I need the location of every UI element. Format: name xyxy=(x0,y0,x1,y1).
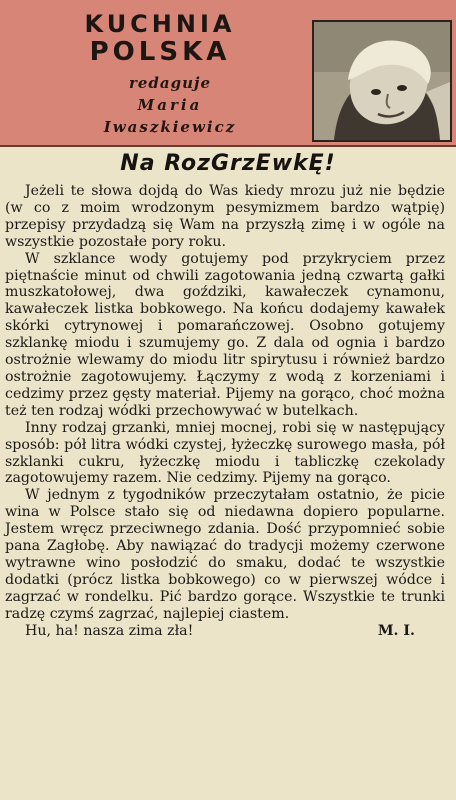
article-paragraph: Jeżeli te słowa dojdą do Was kiedy mrozu już nie będzie (w co z moim wrodzonym pesymizmem bardzo wątpię) przepisy przydadzą się Wam na przyszłą zimę i w ogóle na wszystkie pozostałe pory roku. xyxy=(5,183,445,250)
article-paragraph: W szklance wody gotujemy pod przykryciem przez piętnaście minut od chwili zagotowania jedną czwartą gałki muszkatołowej, dwa goździki, kawałeczek cynamonu, kawałeczek listka bobkowego. Na końcu dodajemy kawałek skórki cytrynowej i pomarańczowej. Osobno gotujemy szklankę miodu i szumujemy go. Z dala od ognia i bardzo ostrożnie wlewamy do miodu litr spirytusu i również bardzo ostrożnie zagotowujemy. Łączymy z wodą z korzeniami i cedzimy przez gęsty materiał. Pijemy na gorąco, choć można też ten rodzaj wódki przechowywać w butelkach. xyxy=(5,250,445,419)
column-title-line2: POLSKA xyxy=(89,37,231,67)
closing-line xyxy=(5,623,445,640)
author-signature: M. I. xyxy=(377,622,415,639)
column-header xyxy=(0,0,456,147)
article-paragraph: Inny rodzaj grzanki, mniej mocnej, robi się w następujący sposób: pół litra wódki czystej, łyżeczkę surowego masła, pół szklanki cukru, łyżeczkę miodu i tabliczkę czekolady zagotowujemy razem. Nie cedzimy. Pijemy na gorąco. xyxy=(5,419,445,487)
editor-portrait-photo xyxy=(312,20,452,142)
article-paragraph: W jednym z tygodników przeczytałam ostatnio, że picie wina w Polsce stało się od niedawna dopiero popularne. Jestem wręcz przeciwnego zdania. Dość przypomnieć sobie pana Zagłobę. Aby nawiązać do tradycji możemy czerwone wytrawne wino posłodzić do smaku, dodać te wszystkie dodatki (prócz listka bobkowego) co w pierwszej wódce i zagrzać w rondelku. Pić bardzo gorące. Wszystkie te trunki radzę czymś zagrzać, najlepiej ciastem. xyxy=(5,487,445,622)
editor-credit-label: redaguje xyxy=(128,74,212,92)
closing-text: Hu, ha! nasza zima zła! xyxy=(25,622,194,639)
editor-last-name: Iwaszkiewicz xyxy=(103,118,237,136)
column-title xyxy=(0,10,320,66)
column-title-line1: KUCHNIA xyxy=(84,10,236,38)
portrait-photo-icon xyxy=(314,22,450,140)
article-title: Na RozGrzEwkĘ! xyxy=(120,151,336,176)
article-body xyxy=(5,183,445,639)
editor-first-name: Maria xyxy=(137,96,203,114)
